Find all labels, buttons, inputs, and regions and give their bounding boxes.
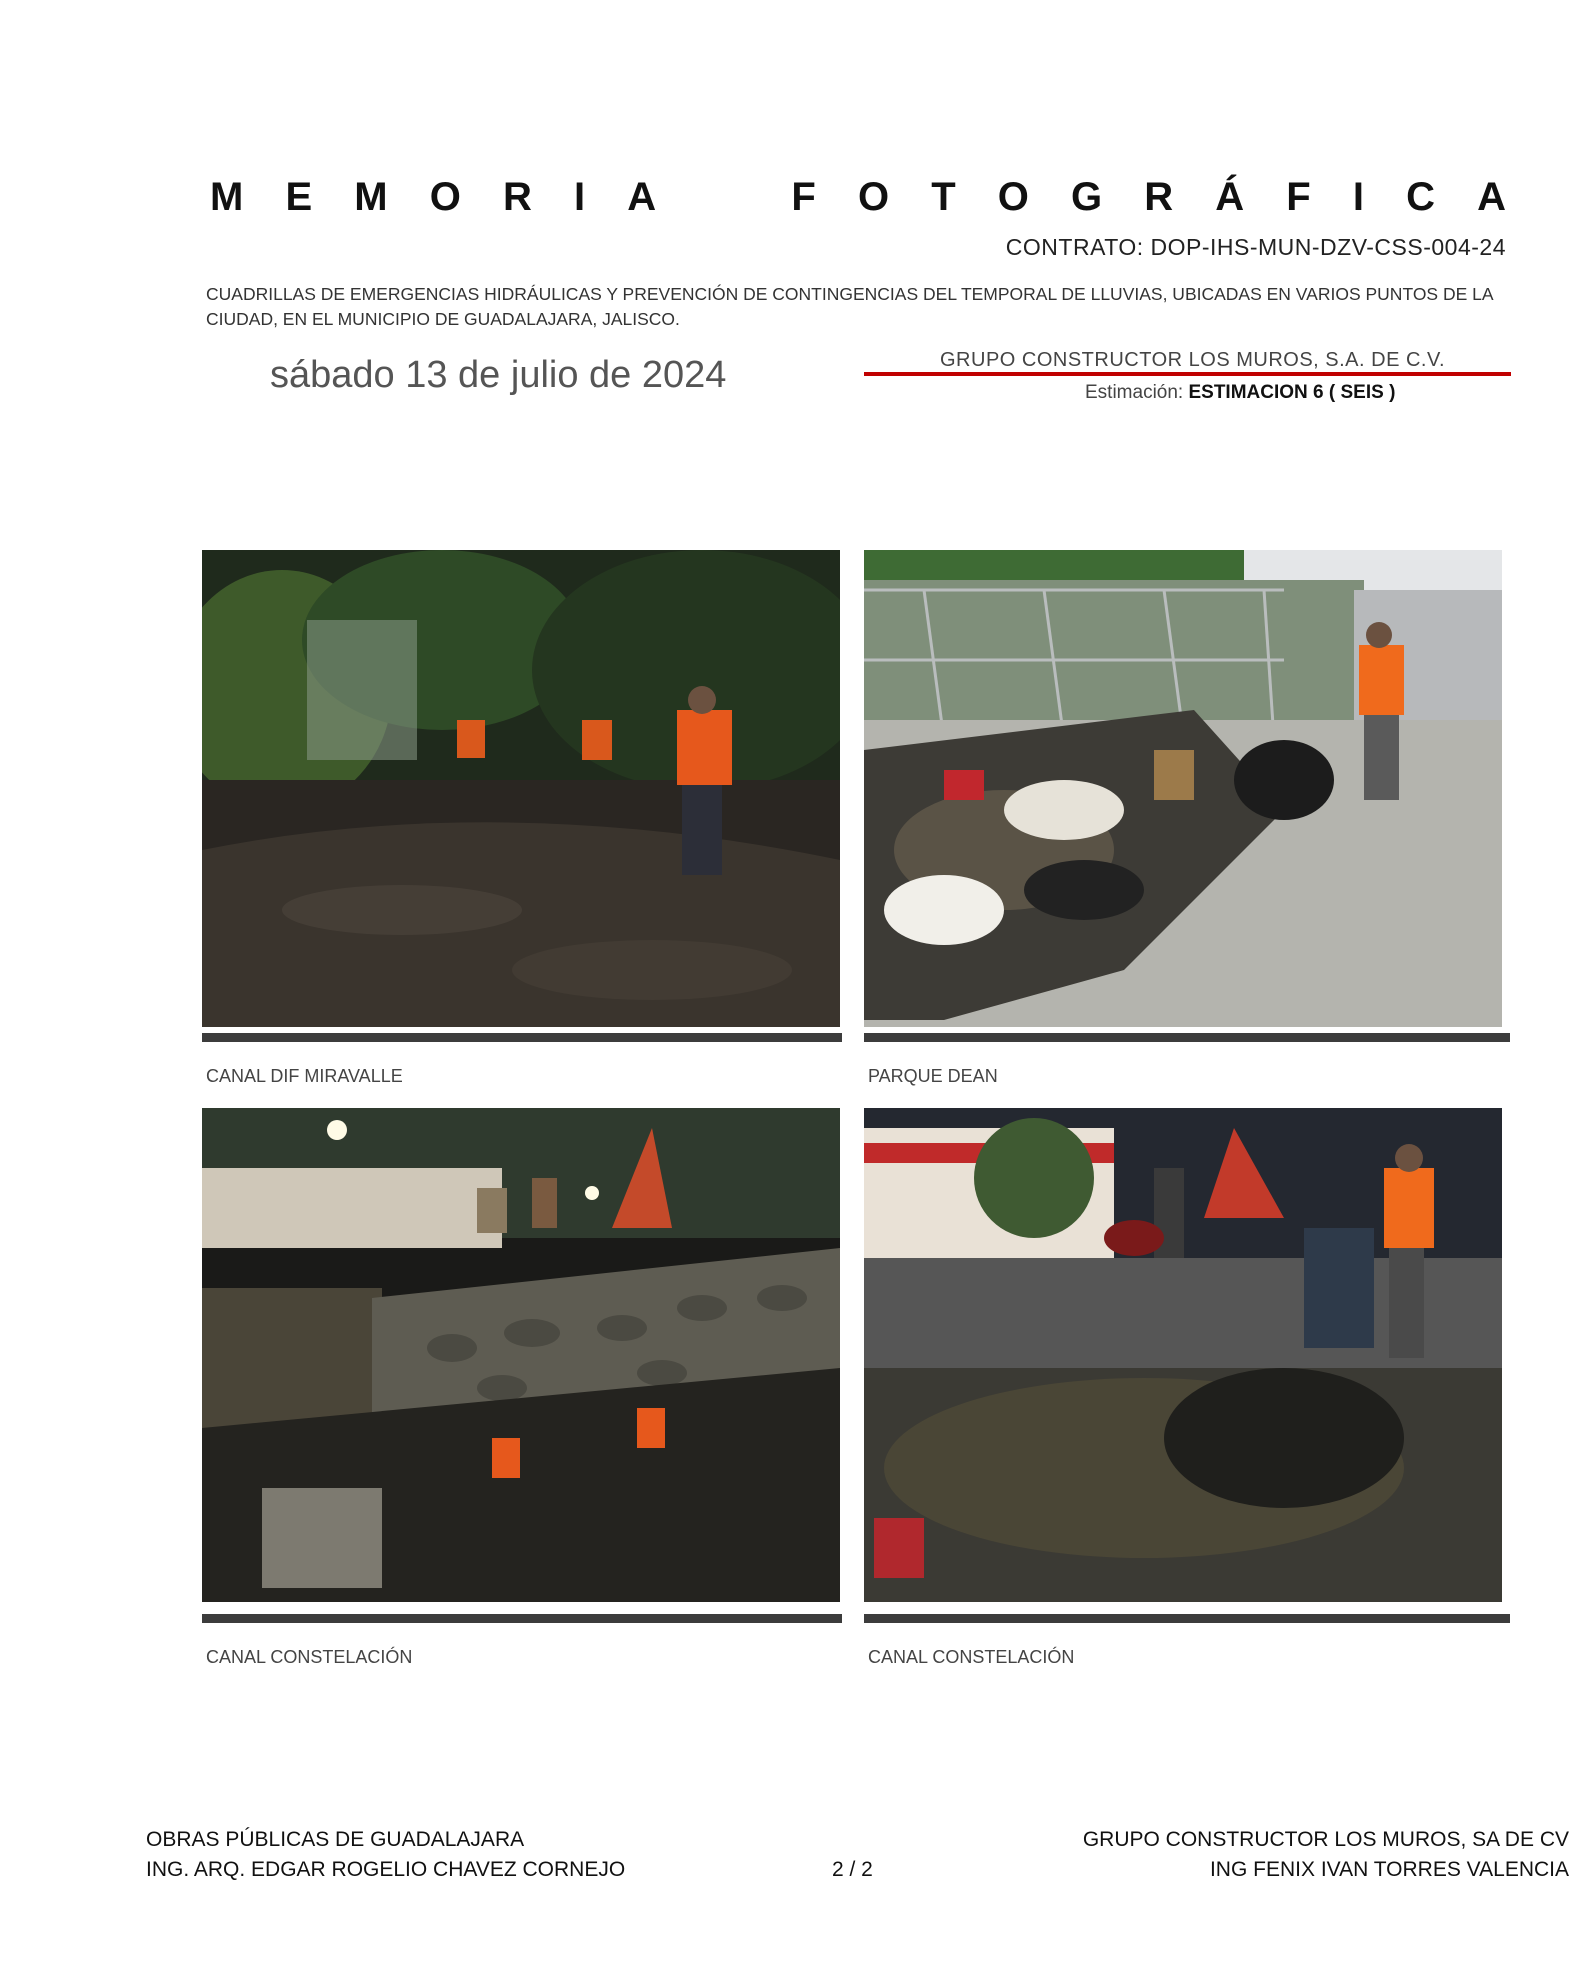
title-letter: R	[502, 175, 536, 219]
footer-right	[1083, 1825, 1569, 1885]
page-number: 2 / 2	[832, 1858, 873, 1881]
contract-number: CONTRATO: DOP-IHS-MUN-DZV-CSS-004-24	[1005, 234, 1506, 260]
title-letter: E	[285, 175, 317, 219]
photo-canal-dif-miravalle	[202, 550, 840, 1027]
title-letter: A	[627, 175, 661, 219]
photo-canal-constelacion-1	[202, 1108, 840, 1602]
report-date: sábado 13 de julio de 2024	[270, 354, 727, 396]
title-letter: C	[1406, 175, 1439, 219]
photo-caption: CANAL CONSTELACIÓN	[868, 1647, 1075, 1667]
footer-right-line1: GRUPO CONSTRUCTOR LOS MUROS, SA DE CV	[1082, 1828, 1569, 1851]
footer-left	[146, 1825, 625, 1885]
title-word-gap	[698, 175, 753, 220]
title-letter: T	[931, 175, 960, 219]
title-letter: G	[1071, 175, 1107, 219]
footer-left-line2: ING. ARQ. EDGAR ROGELIO CHAVEZ CORNEJO	[146, 1858, 626, 1881]
title-letter: O	[857, 175, 894, 219]
estimation	[1085, 382, 1395, 404]
company-underline	[864, 372, 1511, 376]
title-letter: O	[997, 175, 1033, 219]
estimation-value: ESTIMACION 6 ( SEIS )	[1188, 382, 1396, 403]
title-letter: I	[573, 175, 590, 219]
title-letter: R	[1144, 175, 1178, 219]
document-title	[210, 175, 1510, 220]
title-letter: F	[1286, 175, 1315, 219]
footer-right-line2: ING FENIX IVAN TORRES VALENCIA	[1209, 1858, 1569, 1881]
estimation-label: Estimación:	[1085, 382, 1184, 403]
title-letter: O	[429, 175, 465, 219]
photo-divider-bar	[202, 1614, 842, 1623]
photo-canal-constelacion-2	[864, 1108, 1502, 1602]
photo-divider-bar	[864, 1614, 1510, 1623]
photo-caption: PARQUE DEAN	[868, 1066, 998, 1086]
title-letter: M	[354, 175, 392, 219]
photo-parque-dean	[864, 550, 1502, 1027]
footer-left-line1: OBRAS PÚBLICAS DE GUADALAJARA	[146, 1828, 525, 1851]
company-name: GRUPO CONSTRUCTOR LOS MUROS, S.A. DE C.V.	[940, 349, 1446, 371]
photo-divider-bar	[864, 1033, 1510, 1042]
photo-caption: CANAL CONSTELACIÓN	[206, 1647, 413, 1667]
title-letter: A	[1477, 175, 1510, 219]
title-letter: Á	[1215, 175, 1249, 219]
title-letter: M	[210, 175, 248, 219]
photo-divider-bar	[202, 1033, 842, 1042]
work-description: CUADRILLAS DE EMERGENCIAS HIDRÁULICAS Y PREVENCIÓN DE CONTINGENCIAS DEL TEMPORAL DE LLUVIAS, UBICADAS EN VARIOS PUNTOS DE LA CIUDAD, EN EL MUNICIPIO DE GUADALAJARA, JALISCO.	[206, 284, 1493, 329]
title-letter: F	[791, 175, 820, 219]
photo-caption: CANAL DIF MIRAVALLE	[206, 1066, 403, 1086]
title-letter: I	[1352, 175, 1368, 219]
